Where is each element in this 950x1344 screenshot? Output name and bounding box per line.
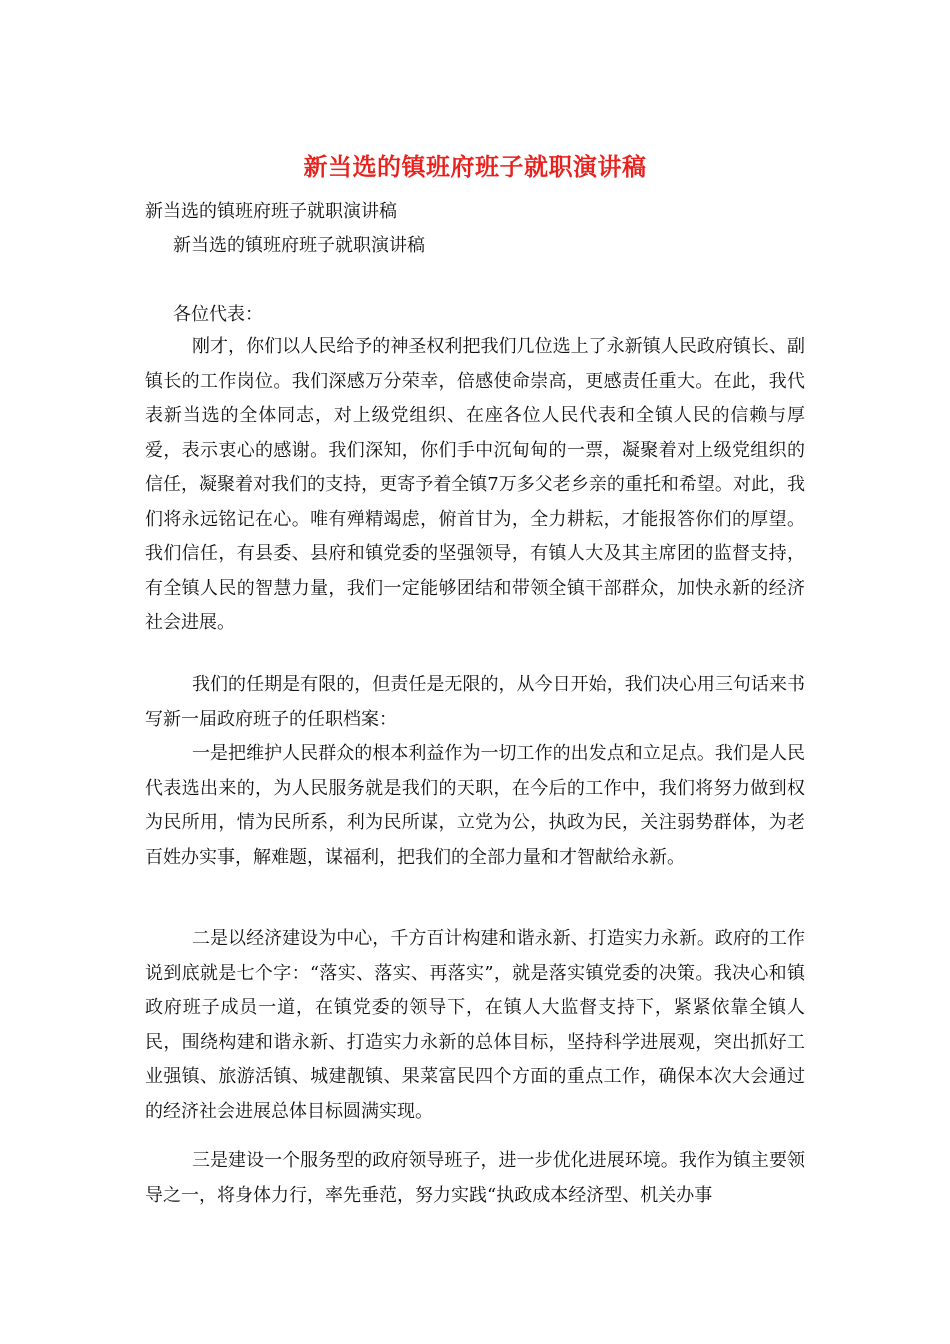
document-subtitle-1: 新当选的镇班府班子就职演讲稿 <box>145 201 397 222</box>
paragraph-5: 三是建设一个服务型的政府领导班子，进一步优化进展环境。我作为镇主要领导之一，将身体力行，率先垂范，努力实践“执政成本经济型、机关办事 <box>145 1150 805 1206</box>
document-title: 新当选的镇班府班子就职演讲稿 <box>303 152 647 181</box>
paragraph-4: 二是以经济建设为中心，千方百计构建和谐永新、打造实力永新。政府的工作说到底就是七个字：“落实、落实、再落实”，就是落实镇党委的决策。我决心和镇政府班子成员一道，在镇党委的领导下，在镇人大监督支持下，紧紧依靠全镇人民，围绕构建和谐永新、打造实力永新的总体目标，坚持科学进展观，突出抓好工业强镇、旅游活镇、城建靓镇、果菜富民四个方面的重点工作，确保本次大会通过的经济社会进展总体目标圆满实现。 <box>145 928 805 1122</box>
paragraph-2: 我们的任期是有限的，但责任是无限的，从今日开始，我们决心用三句话来书写新一届政府班子的任职档案： <box>145 674 805 730</box>
paragraph-3: 一是把维护人民群众的根本利益作为一切工作的出发点和立足点。我们是人民代表选出来的，为人民服务就是我们的天职，在今后的工作中，我们将努力做到权为民所用，情为民所系，利为民所谋，立党为公，执政为民，关注弱势群体，为老百姓办实事，解难题，谋福利，把我们的全部力量和才智献给永新。 <box>145 743 805 868</box>
salutation: 各位代表： <box>173 304 263 325</box>
document-subtitle-2: 新当选的镇班府班子就职演讲稿 <box>173 235 425 256</box>
paragraph-1: 刚才，你们以人民给予的神圣权利把我们几位选上了永新镇人民政府镇长、副镇长的工作岗位。我们深感万分荣幸，倍感使命崇高，更感责任重大。在此，我代表新当选的全体同志，对上级党组织、在座各位人民代表和全镇人民的信赖与厚爱，表示衷心的感谢。我们深知，你们手中沉甸甸的一票，凝聚着对上级党组织的信任，凝聚着对我们的支持，更寄予着全镇7万多父老乡亲的重托和希望。对此，我们将永远铭记在心。唯有殚精竭虑，俯首甘为，全力耕耘，才能报答你们的厚望。我们信任，有县委、县府和镇党委的坚强领导，有镇人大及其主席团的监督支持，有全镇人民的智慧力量，我们一定能够团结和带领全镇干部群众，加快永新的经济社会进展。 <box>145 336 805 633</box>
